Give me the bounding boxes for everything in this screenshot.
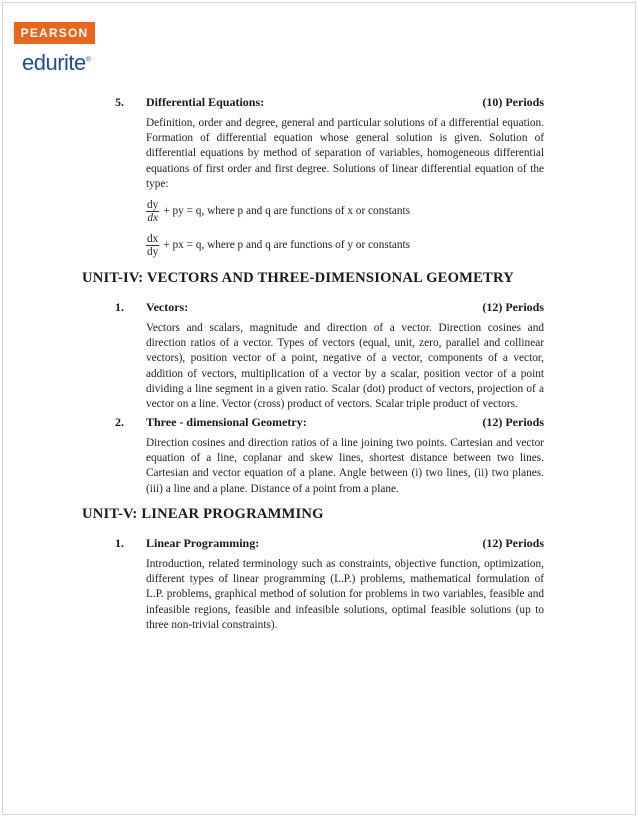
fraction-denominator: dx <box>147 211 158 224</box>
section-title: Vectors: <box>146 300 189 314</box>
trademark-mark: ® <box>85 56 91 64</box>
section-body: Introduction, related terminology such as constraints, objective function, optimization, different types of linear programming (L.P.) problems, mathematical formulation of L.P. problems, graphical method of solution for problems in two variables, feasible and infeasible regions, feasible and infeasible solutions, optimal feasible solutions (up to three non-trivial constraints). <box>146 558 544 631</box>
unit-heading: UNIT-IV: VECTORS AND THREE-DIMENSIONAL GEOMETRY <box>82 270 514 286</box>
fraction-numerator: dy <box>147 198 159 211</box>
equation-text: + px = q, where p and q are functions of y or constants <box>163 239 411 252</box>
section-title: Differential Equations: <box>146 95 265 109</box>
fraction <box>146 199 159 224</box>
section-body: Direction cosines and direction ratios of a line joining two points. Cartesian and vector equation of a line, coplanar and skew lines, shortest distance between two lines. Cartesian and vector equation of a plane. Angle between (i) two lines, (ii) two planes. (iii) a line and a plane. Distance of a point from a plane. <box>146 437 544 495</box>
section-number: 5. <box>115 95 124 109</box>
section-three-dimensional-geometry <box>146 415 544 497</box>
section-heading <box>146 95 544 110</box>
section-title: Three - dimensional Geometry: <box>146 415 307 429</box>
section-body: Definition, order and degree, general and particular solutions of a differential equation. Formation of differential equation whose general solution is given. Solution of differential equations by method of separation of variables, homogeneous differential equations of first order and first degree. Solutions of linear differential equation of the type: <box>146 117 544 190</box>
unit-heading: UNIT-V: LINEAR PROGRAMMING <box>82 506 324 522</box>
fraction-denominator: dy <box>147 245 159 258</box>
section-heading <box>146 536 544 551</box>
fraction <box>146 233 159 258</box>
pearson-logo: PEARSON <box>14 22 95 44</box>
section-periods: (12) Periods <box>482 300 544 314</box>
section-number: 1. <box>115 300 124 314</box>
section-title: Linear Programming: <box>146 536 260 550</box>
section-differential-equations <box>146 95 544 262</box>
equation-1 <box>146 194 544 228</box>
section-periods: (12) Periods <box>482 536 544 550</box>
equation-text: + py = q, where p and q are functions of x or constants <box>163 205 411 218</box>
edurite-logo <box>22 50 90 76</box>
section-heading <box>146 415 544 430</box>
fraction-numerator: dx <box>147 232 159 245</box>
section-number: 2. <box>115 415 124 429</box>
edurite-wordmark: edurite <box>22 50 86 75</box>
section-periods: (12) Periods <box>482 415 544 429</box>
logo <box>0 0 160 90</box>
section-vectors <box>146 300 544 412</box>
equation-2 <box>146 228 544 262</box>
section-linear-programming <box>146 536 544 633</box>
section-number: 1. <box>115 536 124 550</box>
section-periods: (10) Periods <box>482 95 544 109</box>
section-heading <box>146 300 544 315</box>
section-body: Vectors and scalars, magnitude and direction of a vector. Direction cosines and direction ratios of a vector. Types of vectors (equal, unit, zero, parallel and collinear vectors), position vector of a point, negative of a vector, components of a vector, addition of vectors, multiplication of a vector by a scalar, position vector of a point dividing a line segment in a given ratio. Scalar (dot) product of vectors, projection of a vector on a line. Vector (cross) product of vectors. Scalar triple product of vectors. <box>146 322 544 411</box>
